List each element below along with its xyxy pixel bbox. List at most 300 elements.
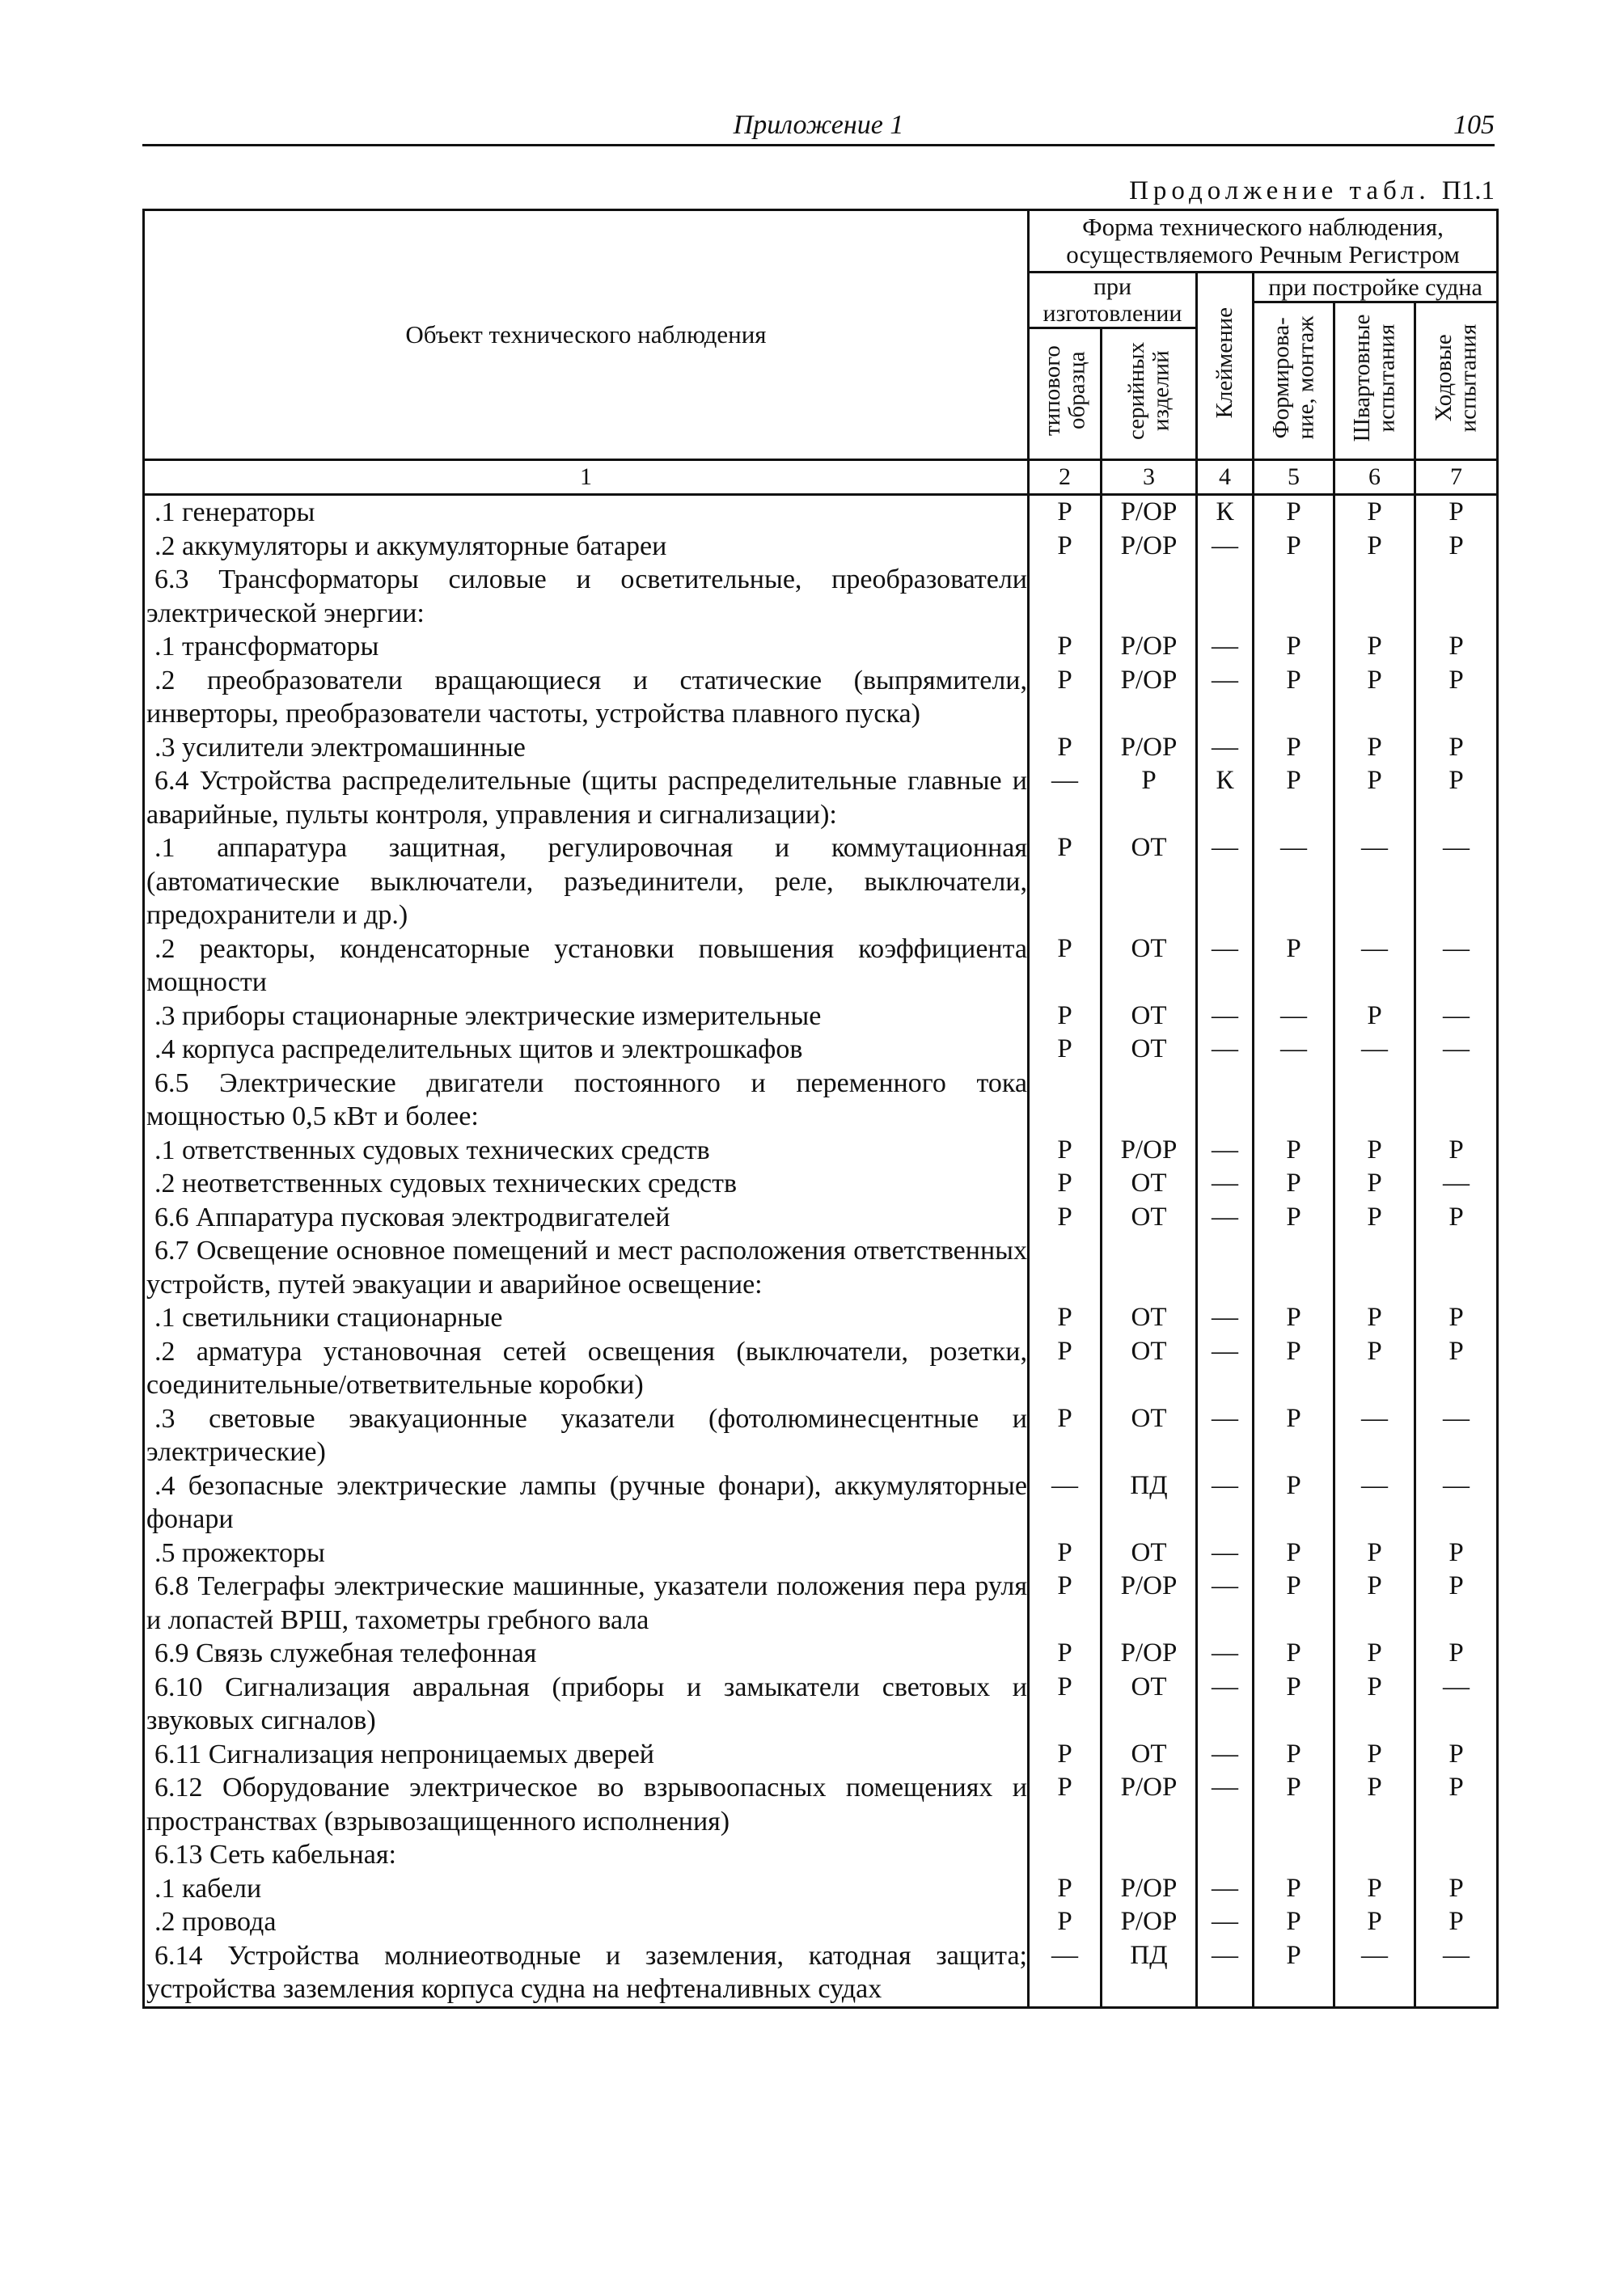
row-value-cell: Р bbox=[1254, 530, 1334, 564]
row-value-cell: — bbox=[1197, 1469, 1254, 1536]
row-value-cell: Р bbox=[1254, 1335, 1334, 1402]
row-value-cell: ОТ bbox=[1102, 1738, 1197, 1772]
row-value-cell: Р bbox=[1415, 1201, 1498, 1235]
row-value-cell bbox=[1197, 563, 1254, 630]
row-value-cell: Р bbox=[1254, 1637, 1334, 1671]
row-value-cell: Р bbox=[1029, 664, 1102, 731]
table-continuation-caption bbox=[1129, 176, 1495, 206]
row-object-label: 6.10 Сигнализация авральная (приборы и замыкатели световых и звуковых сигналов) bbox=[146, 1672, 1027, 1736]
row-value-cell: ОТ bbox=[1102, 1167, 1197, 1201]
row-value-cell bbox=[1029, 1234, 1102, 1301]
row-value-cell bbox=[1254, 1067, 1334, 1134]
row-value-cell: — bbox=[1029, 1939, 1102, 2008]
row-value-cell: Р bbox=[1334, 1536, 1415, 1570]
row-object-text bbox=[144, 1167, 1029, 1201]
row-object-label: .1 генераторы bbox=[154, 497, 315, 528]
row-value-cell: — bbox=[1197, 1738, 1254, 1772]
header-mooring bbox=[1334, 302, 1415, 460]
row-value-cell: Р bbox=[1029, 530, 1102, 564]
row-value-cell: Р bbox=[1254, 932, 1334, 1000]
row-value-cell: Р bbox=[1334, 630, 1415, 664]
row-object-text bbox=[144, 664, 1029, 731]
row-value-cell: Р bbox=[1334, 1201, 1415, 1235]
col-number: 5 bbox=[1254, 460, 1334, 495]
continuation-label: Продолжение табл. bbox=[1129, 176, 1431, 205]
table-row bbox=[144, 932, 1498, 1000]
row-value-cell: Р bbox=[1029, 1402, 1102, 1469]
row-value-cell bbox=[1029, 563, 1102, 630]
row-value-cell: Р bbox=[1254, 1301, 1334, 1335]
table-row bbox=[144, 1570, 1498, 1637]
row-object-text bbox=[144, 1033, 1029, 1067]
header-mooring-text: Швартовные испытания bbox=[1349, 314, 1400, 442]
row-value-cell: — bbox=[1029, 1469, 1102, 1536]
row-value-cell: Р bbox=[1029, 1671, 1102, 1738]
row-object-text bbox=[144, 831, 1029, 932]
row-value-cell bbox=[1254, 563, 1334, 630]
row-value-cell bbox=[1197, 1234, 1254, 1301]
row-value-cell: Р bbox=[1029, 1134, 1102, 1168]
header-object: Объект технического наблюдения bbox=[144, 210, 1029, 460]
col-number: 7 bbox=[1415, 460, 1498, 495]
row-value-cell: Р bbox=[1254, 1402, 1334, 1469]
row-value-cell: — bbox=[1197, 1771, 1254, 1838]
row-value-cell: Р bbox=[1029, 1201, 1102, 1235]
row-value-cell: Р bbox=[1029, 1905, 1102, 1939]
row-object-text bbox=[144, 1335, 1029, 1402]
row-value-cell: Р bbox=[1334, 731, 1415, 765]
row-value-cell: Р bbox=[1254, 1134, 1334, 1168]
row-value-cell: Р bbox=[1029, 1738, 1102, 1772]
row-value-cell: Р bbox=[1029, 1771, 1102, 1838]
row-value-cell: Р/ОР bbox=[1102, 731, 1197, 765]
row-object-label: 6.9 Связь служебная телефонная bbox=[154, 1638, 537, 1669]
row-value-cell bbox=[1415, 1838, 1498, 1872]
table-row bbox=[144, 1402, 1498, 1469]
row-value-cell: Р bbox=[1029, 1570, 1102, 1637]
row-object-label: .1 кабели bbox=[154, 1873, 262, 1904]
row-value-cell: Р bbox=[1415, 764, 1498, 831]
row-value-cell: ПД bbox=[1102, 1469, 1197, 1536]
row-object-label: 6.6 Аппаратура пусковая электродвигателей bbox=[154, 1202, 670, 1232]
row-value-cell: Р bbox=[1029, 1637, 1102, 1671]
row-object-text bbox=[144, 563, 1029, 630]
row-value-cell: ОТ bbox=[1102, 1671, 1197, 1738]
row-object-text bbox=[144, 1402, 1029, 1469]
row-object-text bbox=[144, 1671, 1029, 1738]
row-value-cell: Р bbox=[1254, 1167, 1334, 1201]
row-value-cell: — bbox=[1415, 932, 1498, 1000]
inspection-table bbox=[142, 209, 1499, 2009]
running-head bbox=[142, 107, 1495, 146]
row-object-text bbox=[144, 1939, 1029, 2008]
row-value-cell: Р bbox=[1334, 1570, 1415, 1637]
row-value-cell bbox=[1029, 1067, 1102, 1134]
table-id: П1.1 bbox=[1441, 176, 1495, 205]
row-value-cell: Р bbox=[1415, 1301, 1498, 1335]
table-row bbox=[144, 1838, 1498, 1872]
row-object-text bbox=[144, 1301, 1029, 1335]
row-value-cell: — bbox=[1415, 1167, 1498, 1201]
row-value-cell: — bbox=[1197, 1671, 1254, 1738]
row-value-cell: Р bbox=[1415, 530, 1498, 564]
row-value-cell: Р bbox=[1415, 1905, 1498, 1939]
table-row bbox=[144, 1201, 1498, 1235]
row-value-cell bbox=[1102, 1838, 1197, 1872]
row-value-cell: Р bbox=[1029, 1536, 1102, 1570]
row-object-label: 6.13 Сеть кабельная: bbox=[154, 1840, 396, 1870]
table-row bbox=[144, 1671, 1498, 1738]
row-object-label: .2 неответственных судовых технических средств bbox=[154, 1169, 738, 1199]
table-row bbox=[144, 1067, 1498, 1134]
row-value-cell bbox=[1197, 1838, 1254, 1872]
col-number: 3 bbox=[1102, 460, 1197, 495]
row-object-text bbox=[144, 1738, 1029, 1772]
row-object-label: .4 безопасные электрические лампы (ручные фонари), аккумуляторные фонари bbox=[146, 1470, 1027, 1535]
col-number: 1 bbox=[144, 460, 1029, 495]
header-sea-trials-text: Ходовые испытания bbox=[1431, 323, 1482, 432]
row-value-cell: Р bbox=[1029, 831, 1102, 932]
row-value-cell: — bbox=[1334, 932, 1415, 1000]
row-value-cell: Р bbox=[1334, 1771, 1415, 1838]
row-value-cell: — bbox=[1415, 831, 1498, 932]
row-value-cell: Р bbox=[1334, 1671, 1415, 1738]
row-value-cell: — bbox=[1197, 1939, 1254, 2008]
row-value-cell: Р bbox=[1415, 495, 1498, 530]
table-row bbox=[144, 1536, 1498, 1570]
row-value-cell: — bbox=[1415, 1939, 1498, 2008]
row-value-cell: Р bbox=[1254, 630, 1334, 664]
row-value-cell bbox=[1415, 1067, 1498, 1134]
row-value-cell: ОТ bbox=[1102, 1033, 1197, 1067]
row-object-label: .4 корпуса распределительных щитов и электрошкафов bbox=[154, 1034, 803, 1065]
row-value-cell bbox=[1334, 1838, 1415, 1872]
row-object-label: 6.11 Сигнализация непроницаемых дверей bbox=[154, 1739, 654, 1769]
row-value-cell: Р bbox=[1334, 1637, 1415, 1671]
table-row bbox=[144, 1872, 1498, 1906]
row-value-cell: Р bbox=[1254, 1201, 1334, 1235]
row-value-cell: Р bbox=[1029, 1167, 1102, 1201]
table-row bbox=[144, 664, 1498, 731]
row-value-cell: Р bbox=[1029, 1000, 1102, 1033]
header-forming-text: Формирова-ние, монтаж bbox=[1268, 315, 1319, 440]
row-object-label: 6.4 Устройства распределительные (щиты распределительные главные и аварийные, пульты контроля, управления и сигнализации): bbox=[146, 766, 1027, 830]
row-value-cell: Р bbox=[1334, 1872, 1415, 1906]
row-object-text bbox=[144, 1234, 1029, 1301]
row-object-label: .1 трансформаторы bbox=[154, 632, 379, 662]
row-value-cell: — bbox=[1197, 1872, 1254, 1906]
row-value-cell: Р bbox=[1029, 1033, 1102, 1067]
row-value-cell: ПД bbox=[1102, 1939, 1197, 2008]
row-value-cell: Р/ОР bbox=[1102, 1570, 1197, 1637]
row-value-cell: Р bbox=[1254, 1536, 1334, 1570]
row-value-cell: Р bbox=[1415, 664, 1498, 731]
row-object-text bbox=[144, 1469, 1029, 1536]
row-object-label: .2 аккумуляторы и аккумуляторные батареи bbox=[154, 530, 667, 561]
table-row bbox=[144, 563, 1498, 630]
row-value-cell: — bbox=[1197, 1570, 1254, 1637]
col-number: 6 bbox=[1334, 460, 1415, 495]
row-object-label: .3 приборы стационарные электрические измерительные bbox=[154, 1000, 822, 1031]
row-value-cell: ОТ bbox=[1102, 831, 1197, 932]
row-value-cell bbox=[1415, 1234, 1498, 1301]
row-value-cell: — bbox=[1197, 530, 1254, 564]
row-value-cell: Р bbox=[1254, 1671, 1334, 1738]
table-row bbox=[144, 1134, 1498, 1168]
row-value-cell: Р/ОР bbox=[1102, 1134, 1197, 1168]
row-value-cell: — bbox=[1197, 1201, 1254, 1235]
row-value-cell: — bbox=[1415, 1000, 1498, 1033]
row-object-label: 6.5 Электрические двигатели постоянного и переменного тока мощностью 0,5 кВт и более: bbox=[146, 1067, 1027, 1132]
row-object-text bbox=[144, 1771, 1029, 1838]
row-value-cell: Р bbox=[1029, 1872, 1102, 1906]
header-forming bbox=[1254, 302, 1334, 460]
row-value-cell: Р bbox=[1254, 1469, 1334, 1536]
row-object-label: .1 ответственных судовых технических средств bbox=[154, 1135, 710, 1165]
row-value-cell: К bbox=[1197, 495, 1254, 530]
row-value-cell: — bbox=[1197, 1167, 1254, 1201]
col-number: 2 bbox=[1029, 460, 1102, 495]
row-value-cell: Р bbox=[1254, 764, 1334, 831]
row-value-cell bbox=[1415, 563, 1498, 630]
row-value-cell bbox=[1029, 1838, 1102, 1872]
table-body bbox=[144, 495, 1498, 2008]
row-value-cell bbox=[1254, 1838, 1334, 1872]
row-value-cell: Р bbox=[1254, 1570, 1334, 1637]
table-row bbox=[144, 1000, 1498, 1033]
row-value-cell: Р/ОР bbox=[1102, 1905, 1197, 1939]
col-number: 4 bbox=[1197, 460, 1254, 495]
row-object-text bbox=[144, 1134, 1029, 1168]
row-value-cell: — bbox=[1197, 1536, 1254, 1570]
row-value-cell: — bbox=[1197, 1402, 1254, 1469]
row-value-cell bbox=[1102, 563, 1197, 630]
row-value-cell: Р bbox=[1415, 1335, 1498, 1402]
row-value-cell: Р bbox=[1415, 1536, 1498, 1570]
row-object-label: .1 аппаратура защитная, регулировочная и коммутационная (автоматические выключатели, разъединители, реле, выключатели, предохранители и др.) bbox=[146, 833, 1027, 931]
row-object-text bbox=[144, 764, 1029, 831]
row-object-text bbox=[144, 1067, 1029, 1134]
row-value-cell: — bbox=[1197, 1033, 1254, 1067]
row-value-cell: Р/ОР bbox=[1102, 630, 1197, 664]
row-object-label: 6.7 Освещение основное помещений и мест расположения ответственных устройств, путей эвакуации и аварийное освещение: bbox=[146, 1236, 1027, 1300]
row-object-text bbox=[144, 1536, 1029, 1570]
row-value-cell bbox=[1102, 1234, 1197, 1301]
row-object-text bbox=[144, 1905, 1029, 1939]
row-object-text bbox=[144, 1838, 1029, 1872]
row-value-cell: Р bbox=[1415, 1134, 1498, 1168]
row-value-cell: Р bbox=[1029, 630, 1102, 664]
row-object-text bbox=[144, 630, 1029, 664]
row-value-cell: — bbox=[1197, 932, 1254, 1000]
table-row bbox=[144, 1939, 1498, 2008]
row-value-cell: Р bbox=[1334, 1738, 1415, 1772]
row-value-cell: — bbox=[1334, 1939, 1415, 2008]
row-value-cell: — bbox=[1415, 1469, 1498, 1536]
row-value-cell: Р/ОР bbox=[1102, 664, 1197, 731]
column-number-row bbox=[144, 460, 1498, 495]
row-value-cell: — bbox=[1254, 831, 1334, 932]
row-object-label: 6.8 Телеграфы электрические машинные, указатели положения пера руля и лопастей ВРШ, тахометры гребного вала bbox=[146, 1571, 1027, 1635]
row-value-cell: Р bbox=[1334, 1134, 1415, 1168]
header-serial bbox=[1102, 328, 1197, 460]
row-value-cell: Р/ОР bbox=[1102, 1637, 1197, 1671]
row-value-cell: — bbox=[1197, 1905, 1254, 1939]
row-value-cell: Р bbox=[1334, 1301, 1415, 1335]
row-object-label: .3 световые эвакуационные указатели (фотолюминесцентные и электрические) bbox=[146, 1403, 1027, 1468]
row-value-cell: Р bbox=[1334, 1167, 1415, 1201]
table-row bbox=[144, 1167, 1498, 1201]
row-value-cell: — bbox=[1415, 1033, 1498, 1067]
row-value-cell: — bbox=[1254, 1000, 1334, 1033]
row-value-cell bbox=[1334, 1234, 1415, 1301]
row-object-label: .3 усилители электромашинные bbox=[154, 732, 526, 763]
row-value-cell: ОТ bbox=[1102, 1301, 1197, 1335]
row-value-cell: ОТ bbox=[1102, 1335, 1197, 1402]
row-value-cell: ОТ bbox=[1102, 1402, 1197, 1469]
row-value-cell: — bbox=[1334, 1402, 1415, 1469]
row-value-cell: Р bbox=[1334, 1905, 1415, 1939]
row-object-text bbox=[144, 1637, 1029, 1671]
table-row bbox=[144, 1234, 1498, 1301]
table-row bbox=[144, 495, 1498, 530]
row-value-cell: — bbox=[1415, 1671, 1498, 1738]
page-number: 105 bbox=[1453, 110, 1495, 140]
row-value-cell: — bbox=[1197, 1301, 1254, 1335]
row-value-cell: — bbox=[1029, 764, 1102, 831]
row-object-label: .2 провода bbox=[154, 1907, 277, 1938]
table-row bbox=[144, 1905, 1498, 1939]
row-value-cell: Р/ОР bbox=[1102, 530, 1197, 564]
row-value-cell: Р bbox=[1415, 1570, 1498, 1637]
row-value-cell: Р bbox=[1334, 1000, 1415, 1033]
table-row bbox=[144, 831, 1498, 932]
row-value-cell: Р bbox=[1254, 1771, 1334, 1838]
row-value-cell: Р bbox=[1415, 1738, 1498, 1772]
row-value-cell: Р bbox=[1415, 1637, 1498, 1671]
table-row bbox=[144, 1771, 1498, 1838]
table-row bbox=[144, 1469, 1498, 1536]
row-value-cell: Р bbox=[1254, 495, 1334, 530]
row-value-cell: Р bbox=[1254, 1939, 1334, 2008]
table-row bbox=[144, 764, 1498, 831]
table-row bbox=[144, 1738, 1498, 1772]
row-value-cell: — bbox=[1415, 1402, 1498, 1469]
row-value-cell bbox=[1197, 1067, 1254, 1134]
row-object-text bbox=[144, 1872, 1029, 1906]
row-object-text bbox=[144, 1570, 1029, 1637]
row-value-cell: Р bbox=[1415, 1872, 1498, 1906]
header-branding-text: Клеймение bbox=[1212, 306, 1238, 419]
table-row bbox=[144, 1301, 1498, 1335]
row-object-label: .2 реакторы, конденсаторные установки повышения коэффициента мощности bbox=[146, 933, 1027, 998]
row-value-cell: Р bbox=[1254, 731, 1334, 765]
row-value-cell: — bbox=[1197, 1000, 1254, 1033]
row-object-text bbox=[144, 1201, 1029, 1235]
header-type-sample bbox=[1029, 328, 1102, 460]
row-value-cell: Р bbox=[1029, 1301, 1102, 1335]
row-object-label: .2 преобразователи вращающиеся и статические (выпрямители, инверторы, преобразователи частоты, устройства плавного пуска) bbox=[146, 665, 1027, 729]
header-manufacturing: при изготовлении bbox=[1029, 273, 1197, 328]
row-value-cell: Р bbox=[1029, 932, 1102, 1000]
row-value-cell: Р bbox=[1334, 495, 1415, 530]
header-serial-text: серийных изделий bbox=[1123, 341, 1174, 440]
row-value-cell: — bbox=[1197, 1335, 1254, 1402]
row-value-cell: — bbox=[1334, 1033, 1415, 1067]
row-value-cell: — bbox=[1197, 630, 1254, 664]
row-value-cell: Р bbox=[1415, 630, 1498, 664]
table-row bbox=[144, 530, 1498, 564]
row-object-text bbox=[144, 1000, 1029, 1033]
row-object-text bbox=[144, 932, 1029, 1000]
row-value-cell: Р bbox=[1334, 664, 1415, 731]
table-row bbox=[144, 1637, 1498, 1671]
row-object-label: .2 арматура установочная сетей освещения (выключатели, розетки, соединительные/ответвительные коробки) bbox=[146, 1336, 1027, 1401]
row-value-cell: Р bbox=[1254, 1905, 1334, 1939]
row-value-cell bbox=[1334, 1067, 1415, 1134]
row-value-cell: Р bbox=[1415, 731, 1498, 765]
row-value-cell: ОТ bbox=[1102, 1201, 1197, 1235]
header-form: Форма технического наблюдения, осуществляемого Речным Регистром bbox=[1029, 210, 1498, 273]
row-value-cell: Р bbox=[1334, 530, 1415, 564]
row-value-cell: — bbox=[1254, 1033, 1334, 1067]
row-object-text bbox=[144, 731, 1029, 765]
row-object-text bbox=[144, 495, 1029, 530]
header-branding bbox=[1197, 273, 1254, 460]
row-value-cell: ОТ bbox=[1102, 1536, 1197, 1570]
row-value-cell: — bbox=[1197, 664, 1254, 731]
row-value-cell: — bbox=[1334, 831, 1415, 932]
table-row bbox=[144, 1033, 1498, 1067]
row-object-label: 6.14 Устройства молниеотводные и заземления, катодная защита; устройства заземления корпуса судна на нефтеналивных судах bbox=[146, 1940, 1027, 2005]
running-head-title: Приложение 1 bbox=[733, 110, 904, 140]
row-value-cell bbox=[1254, 1234, 1334, 1301]
row-object-label: .1 светильники стационарные bbox=[154, 1303, 503, 1334]
row-object-label: .5 прожекторы bbox=[154, 1537, 325, 1568]
row-object-label: 6.3 Трансформаторы силовые и осветительные, преобразователи электрической энергии: bbox=[146, 564, 1027, 628]
row-value-cell: — bbox=[1197, 831, 1254, 932]
header-type-sample-text: типового образца bbox=[1039, 345, 1090, 436]
row-value-cell: Р bbox=[1029, 731, 1102, 765]
row-value-cell: Р bbox=[1254, 1872, 1334, 1906]
row-value-cell: Р bbox=[1254, 664, 1334, 731]
row-value-cell: — bbox=[1197, 1637, 1254, 1671]
header-sea-trials bbox=[1415, 302, 1498, 460]
row-value-cell: К bbox=[1197, 764, 1254, 831]
row-value-cell: — bbox=[1197, 1134, 1254, 1168]
row-value-cell: Р bbox=[1334, 764, 1415, 831]
row-value-cell: Р/ОР bbox=[1102, 1771, 1197, 1838]
row-value-cell bbox=[1102, 1067, 1197, 1134]
row-value-cell: ОТ bbox=[1102, 1000, 1197, 1033]
row-value-cell: Р bbox=[1254, 1738, 1334, 1772]
row-value-cell: — bbox=[1197, 731, 1254, 765]
header-construction: при постройке судна bbox=[1254, 273, 1498, 302]
row-value-cell: Р bbox=[1102, 764, 1197, 831]
row-value-cell: ОТ bbox=[1102, 932, 1197, 1000]
row-value-cell: — bbox=[1334, 1469, 1415, 1536]
row-value-cell: Р/ОР bbox=[1102, 1872, 1197, 1906]
row-value-cell: Р bbox=[1334, 1335, 1415, 1402]
row-value-cell: Р/ОР bbox=[1102, 495, 1197, 530]
table-row bbox=[144, 1335, 1498, 1402]
table-row bbox=[144, 630, 1498, 664]
row-object-label: 6.12 Оборудование электрическое во взрывоопасных помещениях и пространствах (взрывозащищенного исполнения) bbox=[146, 1773, 1027, 1837]
row-value-cell: Р bbox=[1415, 1771, 1498, 1838]
row-object-text bbox=[144, 530, 1029, 564]
row-value-cell: Р bbox=[1029, 1335, 1102, 1402]
row-value-cell bbox=[1334, 563, 1415, 630]
